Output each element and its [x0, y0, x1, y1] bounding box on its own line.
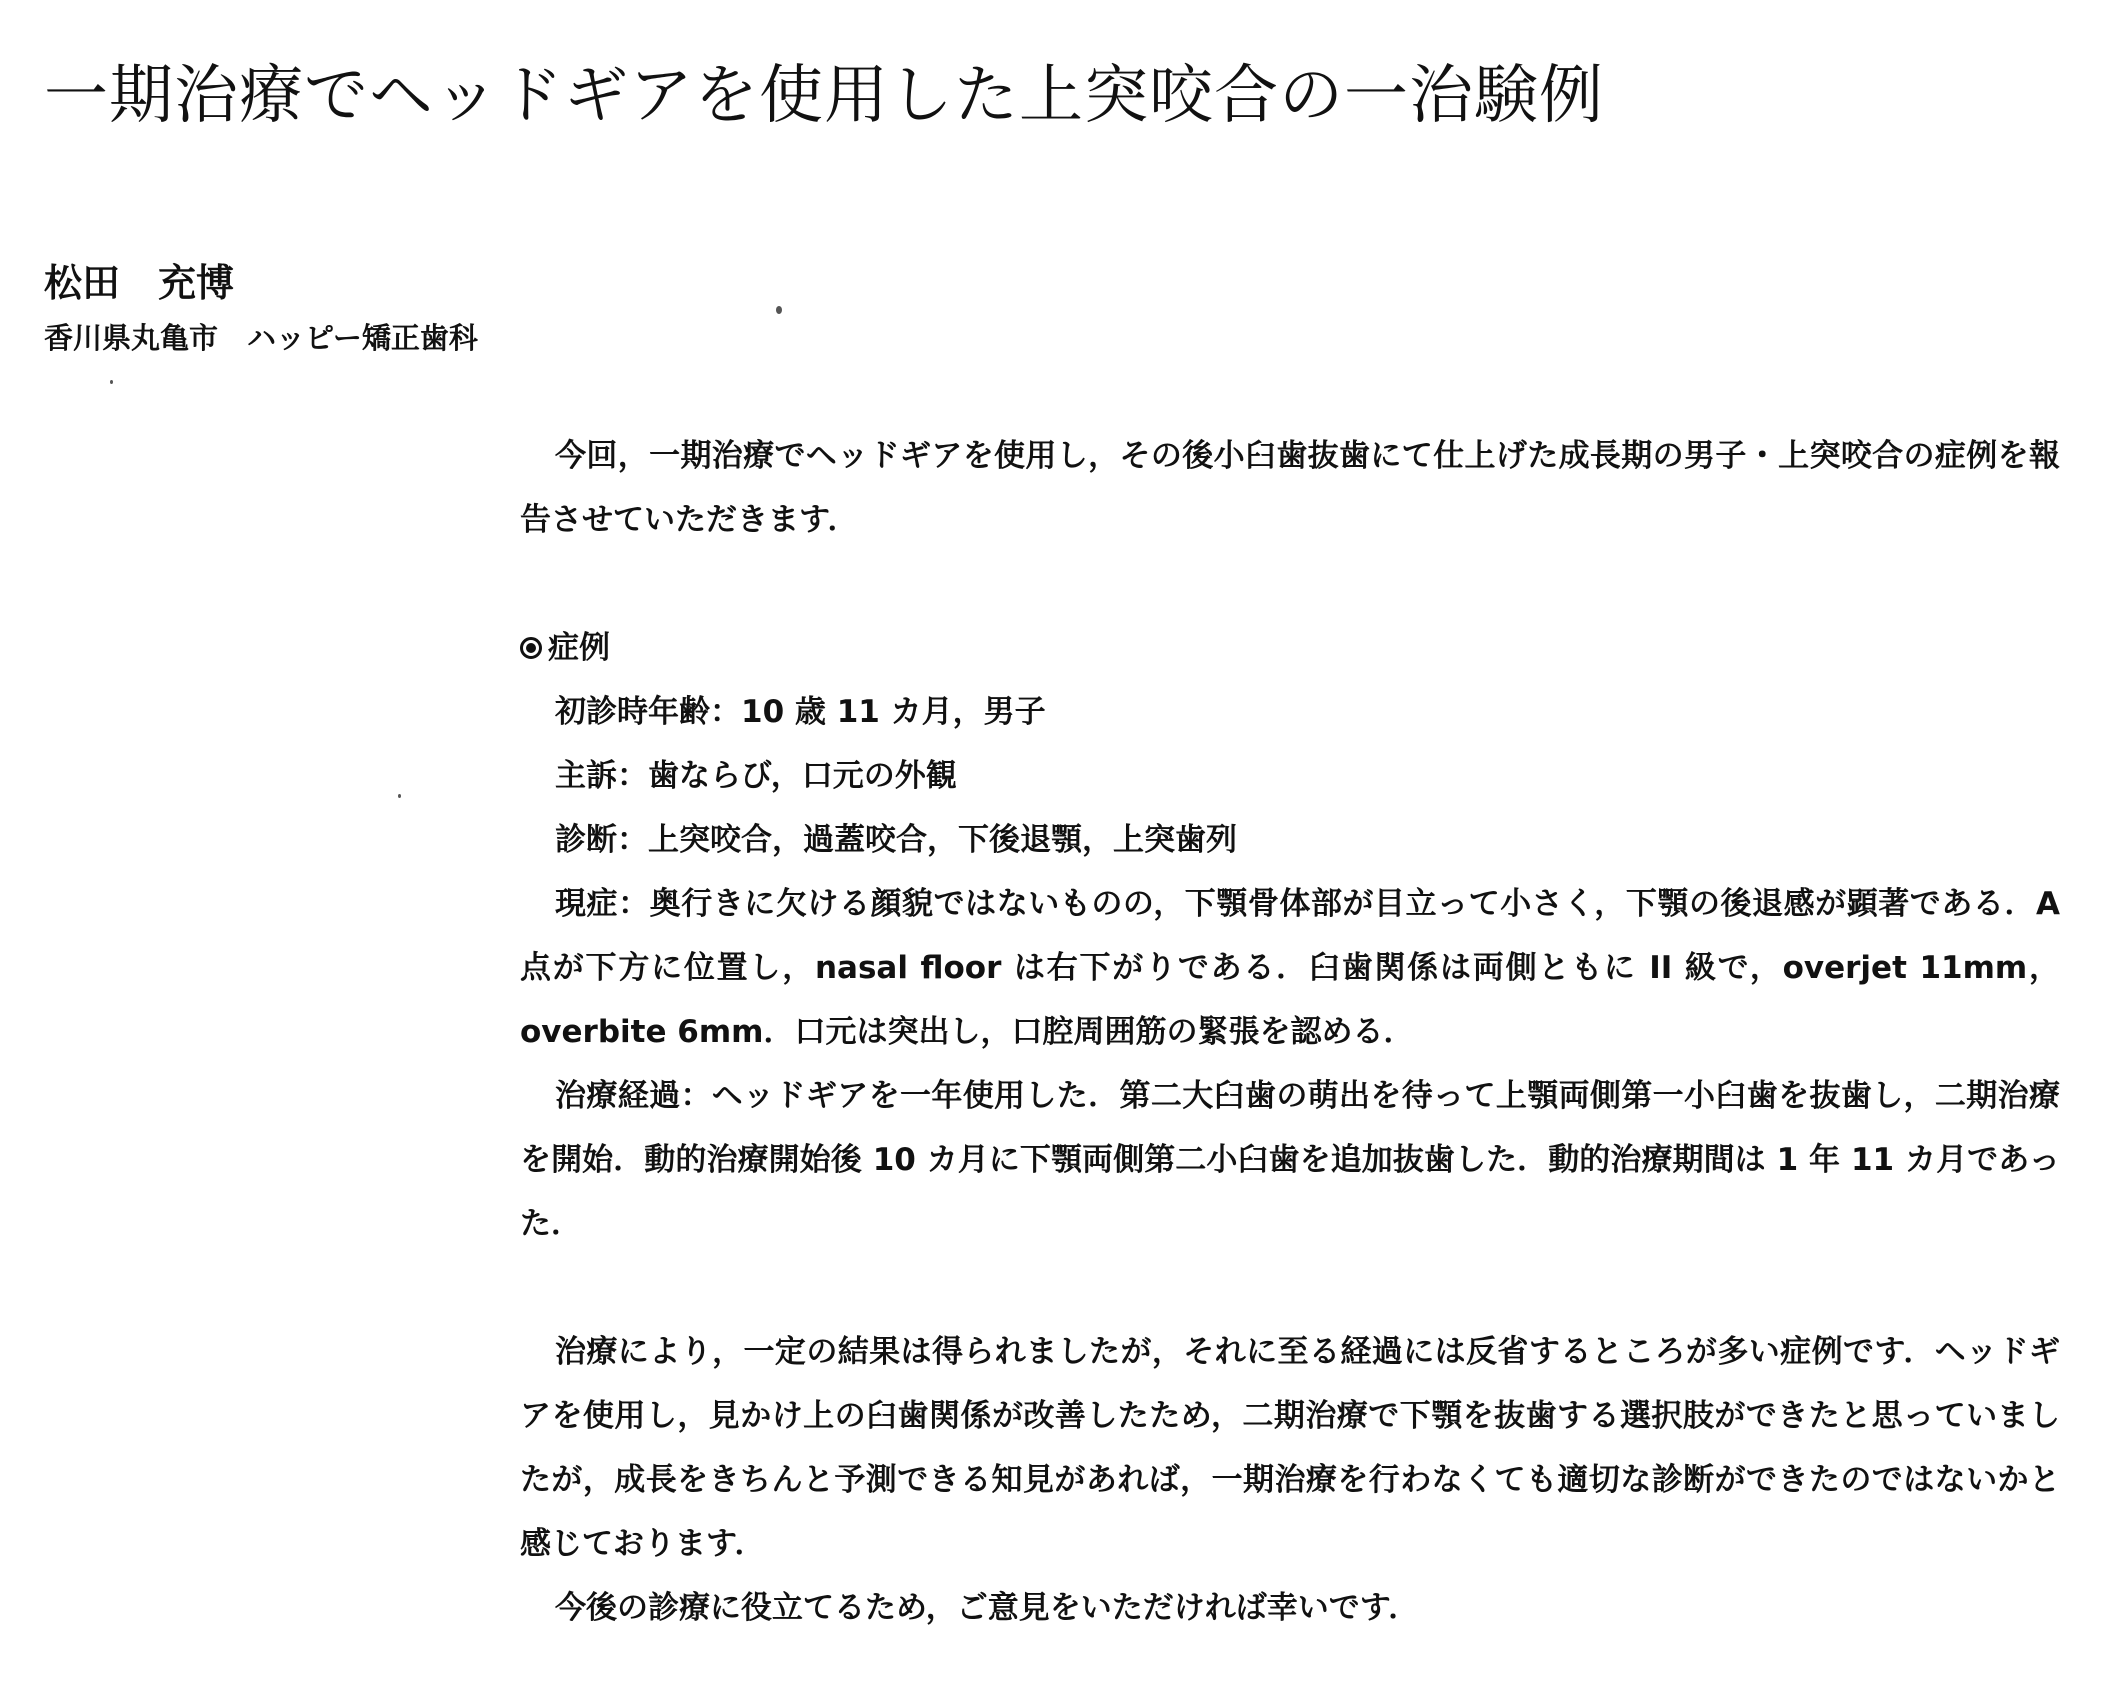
case-first-visit: 初診時年齢：10 歳 11 カ月，男子: [555, 694, 1046, 730]
article-title: 一期治療でヘッドギアを使用した上突咬合の一治験例: [44, 59, 1604, 133]
scan-speck: [110, 380, 113, 384]
fisheye-bullet-icon: [520, 637, 542, 659]
case-heading-label: 症例: [548, 630, 610, 666]
scan-speck: [776, 306, 782, 314]
case-heading: [520, 616, 2060, 680]
case-present-condition: 現症：奥行きに欠ける顔貌ではないものの，下顎骨体部が目立って小さく，下顎の後退感が顕著である．A 点が下方に位置し，nasal floor は右下がりである．臼歯関係は両側ともに II 級で，overjet 11mm，overbite 6mm．口元は突出し，口腔周囲筋の緊張を認める．: [520, 886, 2060, 1050]
author-affiliation: 香川県丸亀市 ハッピー矯正歯科: [44, 321, 478, 355]
case-treatment-course: 治療経過：ヘッドギアを一年使用した．第二大臼歯の萌出を待って上顎両側第一小臼歯を抜歯し，二期治療を開始．動的治療開始後 10 カ月に下顎両側第二小臼歯を追加抜歯した．動的治療期間は 1 年 11 カ月であった．: [520, 1078, 2060, 1242]
paragraph-gap: [520, 1256, 2060, 1320]
closing-paragraph: 今後の診療に役立てるため，ご意見をいただければ幸いです．: [555, 1590, 1420, 1626]
intro-paragraph: 今回，一期治療でヘッドギアを使用し，その後小臼歯抜歯にて仕上げた成長期の男子・上突咬合の症例を報告させていただきます．: [520, 438, 2060, 538]
conclusion-paragraph: 治療により，一定の結果は得られましたが，それに至る経過には反省するところが多い症例です．ヘッドギアを使用し，見かけ上の臼歯関係が改善したため，二期治療で下顎を抜歯する選択肢ができたと思っていましたが，成長をきちんと予測できる知見があれば，一期治療を行わなくても適切な診断ができたのではないかと感じております．: [520, 1334, 2060, 1562]
paragraph-gap: [520, 552, 2060, 616]
author-name: 松田 充博: [44, 261, 235, 305]
case-diagnosis: 診断：上突咬合，過蓋咬合，下後退顎，上突歯列: [555, 822, 1237, 858]
scan-speck: [398, 794, 401, 798]
case-chief-complaint: 主訴：歯ならび，口元の外観: [555, 758, 957, 794]
article-body: [520, 424, 2060, 1640]
